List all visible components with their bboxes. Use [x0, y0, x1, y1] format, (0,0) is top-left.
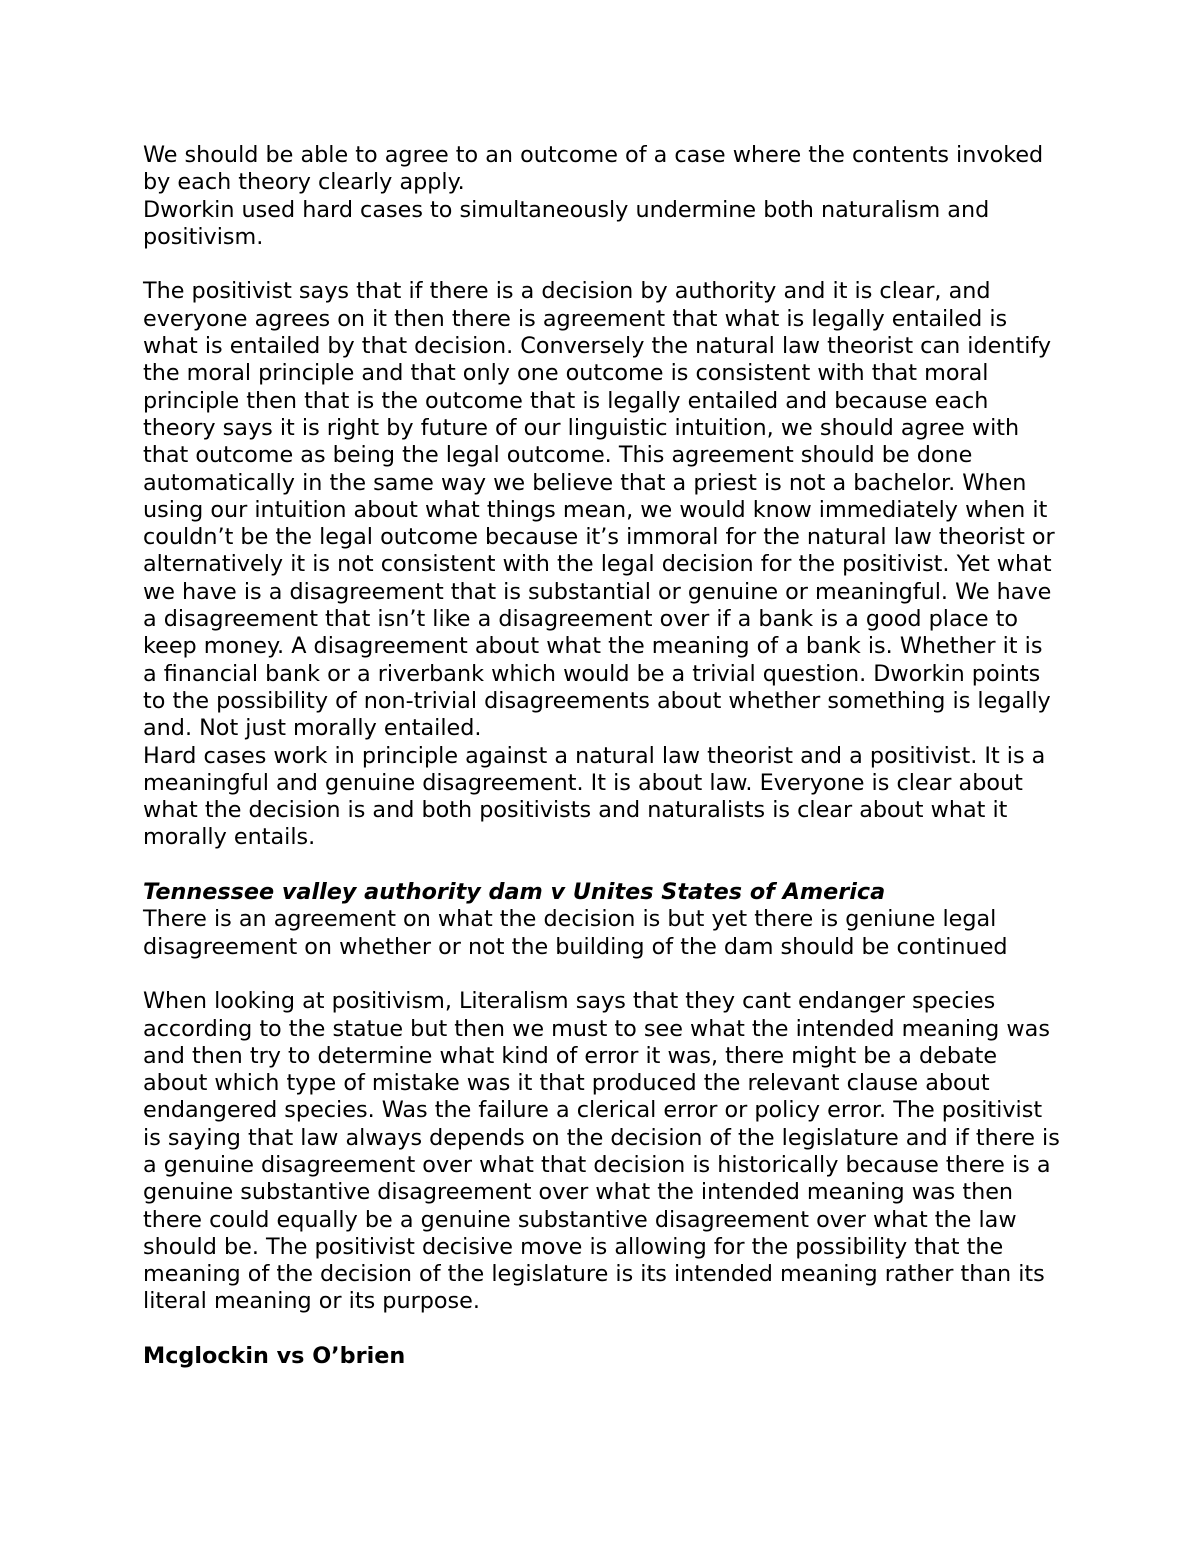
case-heading-mcglockin: Mcglockin vs O’brien — [143, 1343, 406, 1370]
literalism-paragraph: When looking at positivism, Literalism says that they cant endanger species according to the statue but then we must to see what the intended meaning was and then try to determine what kind of error it was, there might be a debate about which type of mistake was it that produced the relevant clause about endangered species. Was the failure a clerical error or policy error. The positivist is saying that law always depends on the decision of the legislature and if there is a genuine disagreement over what that decision is historically because there is a genuine substantive disagreement over what the intended meaning was then there could equally be a genuine substantive disagreement over what the law should be. The positivist decisive move is allowing for the possibility that the meaning of the decision of the legislature is its intended meaning rather than its literal meaning or its purpose. — [143, 988, 1060, 1315]
intro-paragraph-1: We should be able to agree to an outcome of a case where the contents invoked by each theory clearly apply. — [143, 142, 1044, 196]
positivist-paragraph: The positivist says that if there is a decision by authority and it is clear, and everyone agrees on it then there is agreement that what is legally entailed is what is entailed by that decision. Conversely the natural law theorist can identify the moral principle and that only one outcome is consistent with that moral principle then that is the outcome that is legally entailed and because each theory says it is right by future of our linguistic intuition, we should agree with that outcome as being the legal outcome. This agreement should be done automatically in the same way we believe that a priest is not a bachelor. When using our intuition about what things mean, we would know immediately when it couldn’t be the legal outcome because it’s immoral for the natural law theorist or alternatively it is not consistent with the legal decision for the positivist. Yet what we have is a disagreement that is substantial or genuine or meaningful. We have a disagreement that isn’t like a disagreement over if a bank is a good place to keep money. A disagreement about what the meaning of a bank is. Whether it is a financial bank or a riverbank which would be a trivial question. Dworkin points to the possibility of non-trivial disagreements about whether something is legally and. Not just morally entailed. — [143, 278, 1055, 742]
paragraph-gap — [143, 961, 1063, 988]
case-heading-tennessee: Tennessee valley authority dam v Unites States of America — [143, 879, 886, 906]
paragraph-gap — [143, 852, 1063, 879]
hard-cases-paragraph: Hard cases work in principle against a natural law theorist and a positivist. It is a meaningful and genuine disagreement. It is about law. Everyone is clear about what the decision is and both positivists and naturalists is clear about what it morally entails. — [143, 742, 1046, 851]
tennessee-paragraph: There is an agreement on what the decision is but yet there is geniune legal disagreement on whether or not the building of the dam should be continued — [143, 906, 1008, 960]
intro-paragraph-2: Dworkin used hard cases to simultaneously undermine both naturalism and positivism. — [143, 196, 990, 250]
paragraph-gap — [143, 1316, 1063, 1343]
document-page — [143, 142, 1063, 1370]
paragraph-gap — [143, 251, 1063, 278]
